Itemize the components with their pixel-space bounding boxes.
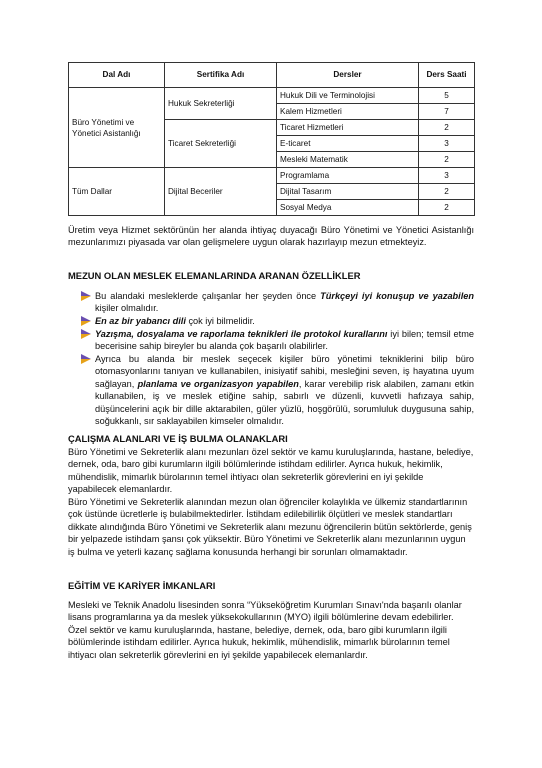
ders-cell: Programlama: [277, 168, 419, 184]
bullet-text: çok iyi bilmelidir.: [185, 316, 255, 326]
sertifika-cell: Dijital Beceriler: [165, 168, 277, 216]
dal-cell: Tüm Dallar: [69, 168, 165, 216]
ders-cell: Mesleki Matematik: [277, 152, 419, 168]
bullet-emphasis: planlama ve organizasyon yapabilen: [137, 378, 299, 389]
ders-cell: Sosyal Medya: [277, 200, 419, 216]
saat-cell: 2: [419, 152, 475, 168]
ders-cell: Ticaret Hizmetleri: [277, 120, 419, 136]
bullet-text: Ayrıca bu alanda bir meslek seçecek kişiler büro yönetimi tekniklerini bilip büro otomasyonlarını tanıyan ve kullanabilen, inisiyatif sahibi, mesleğini seven, iş hayatına uyum sağlayan,: [95, 354, 474, 389]
section-heading-calisma: ÇALIŞMA ALANLARI VE İŞ BULMA OLANAKLARI: [68, 433, 288, 444]
list-item: [80, 290, 474, 315]
paragraph: Büro Yönetimi ve Sekreterlik alanı mezunları özel sektör ve kamu kuruluşlarında, hastane, belediye, dernek, oda, baro gibi kurumların ilgili bölümlerinde istihdam edilirler. Ayrıca hukuk, hekimlik, mühendislik, mimarlık bürolarının temel ihtiyacı olan sekreterlik görevlerini en iyi şekilde yapabilecek elemanlardır.: [68, 447, 474, 495]
paragraph: Mesleki ve Teknik Anadolu lisesinden sonra “Yükseköğretim Kurumları Sınavı'nda başarılı olanlar lisans programlarına ya da meslek yüksekokullarının (MYO) ilgili bölümlerine devam edebilirler. Özel sektör ve kamu kuruluşlarında, hastane, belediye, dernek, oda, baro gibi kurumların ilgili bölümlerinde istihdam edilirler. Ayrıca hukuk, hekimlik, mühendislik, mimarlık bürolarının temel ihtiyacı olan sekreterlik görevlerini en iyi şekilde yapabilecek elemanlardır.: [68, 600, 462, 660]
ders-cell: Kalem Hizmetleri: [277, 104, 419, 120]
saat-cell: 7: [419, 104, 475, 120]
ders-cell: Dijital Tasarım: [277, 184, 419, 200]
arrow-bullet-icon: [80, 290, 92, 302]
certificate-table: [68, 62, 475, 216]
table-header-row: [69, 63, 475, 88]
list-item: [80, 353, 474, 427]
saat-cell: 3: [419, 136, 475, 152]
bullet-emphasis: Türkçeyi iyi konuşup ve yazabilen: [320, 291, 475, 301]
ders-cell: Hukuk Dili ve Terminolojisi: [277, 88, 419, 104]
table-row: [69, 168, 475, 184]
header-ders-saati: Ders Saati: [419, 63, 475, 88]
dal-cell: Büro Yönetimi ve Yönetici Asistanlığı: [69, 88, 165, 168]
bullet-emphasis: En az bir yabancı dili: [95, 316, 186, 326]
list-item: [80, 328, 474, 353]
arrow-bullet-icon: [80, 328, 92, 340]
header-dal: Dal Adı: [69, 63, 165, 88]
sertifika-cell: Hukuk Sekreterliği: [165, 88, 277, 120]
ders-cell: E-ticaret: [277, 136, 419, 152]
saat-cell: 5: [419, 88, 475, 104]
bullet-text: Bu alandaki mesleklerde çalışanlar her şeyden önce: [95, 291, 321, 301]
paragraph: Büro Yönetimi ve Sekreterlik alanından mezun olan öğrenciler kolaylıkla ve ülkemiz standartlarının çok üstünde ücretlerle iş bulabilmektedirler. İstihdam edilebilirlik ölçütleri ve meslek standartları dikkate alındığında Büro Yönetimi ve Sekreterlik alanı mezunu öğrencilerin bütün sektörlerde, geniş bir yelpazede istihdam şansı çok yüksektir. Büro Yönetimi ve Sekreterlik alanı mezunlarının uygun iş bulma ve yeterli kazanç sağlama konusunda herhangi bir sorunları olmamaktadır.: [68, 497, 472, 557]
saat-cell: 2: [419, 184, 475, 200]
saat-cell: 2: [419, 120, 475, 136]
bullet-text: , karar verebilip risk alabilen, zamanı etkin kullanabilen, iş ve meslek etiğine sahip, sabırlı ve düzenli, kuvvetli hafızaya sahip, düşüncelerini açık bir dille aktarabilen, güler yüzlü, hoşgörülü, sorumluluk duygusuna sahip, soğukkanlı, sır saklayabilen kimseler olmalıdır.: [95, 378, 474, 427]
header-dersler: Dersler: [277, 63, 419, 88]
arrow-bullet-icon: [80, 315, 92, 327]
saat-cell: 2: [419, 200, 475, 216]
bullet-emphasis: Yazışma, dosyalama ve raporlama teknikleri ile protokol kurallarını: [95, 329, 388, 339]
sertifika-cell: Ticaret Sekreterliği: [165, 120, 277, 168]
arrow-bullet-icon: [80, 353, 92, 365]
list-item: [80, 315, 474, 327]
bullet-text: iyi bilen; temsil etme becerisine sahip bireyler bu alanda çok başarılı olabilirler.: [95, 329, 474, 352]
table-row: [69, 88, 475, 104]
bullet-text: kişiler olmalıdır.: [95, 303, 159, 314]
saat-cell: 3: [419, 168, 475, 184]
intro-paragraph: Üretim veya Hizmet sektörünün her alanda ihtiyaç duyacağı Büro Yönetimi ve Yönetici Asistanlığı mezunlarımızı piyasada var olan gelişmelere uygun olarak hazırlayıp mezun etmekteyiz.: [68, 225, 474, 248]
section-heading-egitim: EĞİTİM VE KARİYER İMKANLARI: [68, 580, 216, 591]
section-heading-ozellikler: MEZUN OLAN MESLEK ELEMANLARINDA ARANAN ÖZELLİKLER: [68, 270, 361, 281]
header-sertifika: Sertifika Adı: [165, 63, 277, 88]
